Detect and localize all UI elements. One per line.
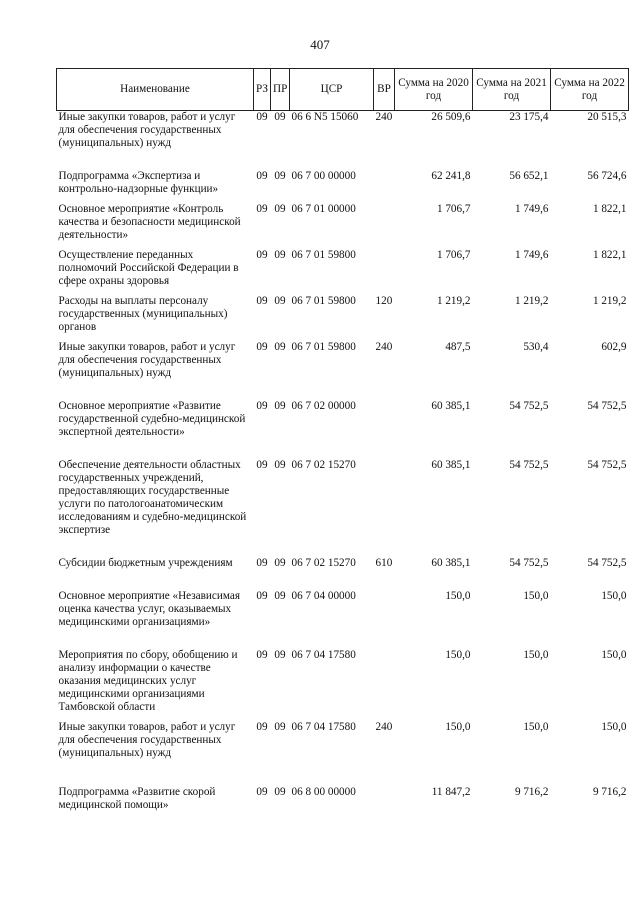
row-rz: 09 xyxy=(256,785,268,798)
row-pr: 09 xyxy=(274,785,286,798)
row-csr: 06 7 01 00000 xyxy=(291,202,356,215)
table-row xyxy=(57,203,629,249)
row-pr: 09 xyxy=(274,556,286,569)
table-row xyxy=(57,295,629,341)
row-rz: 09 xyxy=(256,399,268,412)
row-sum-2021: 150,0 xyxy=(523,648,549,661)
row-sum-2020: 60 385,1 xyxy=(431,399,471,412)
row-sum-2022: 150,0 xyxy=(601,648,627,661)
row-sum-2020: 11 847,2 xyxy=(431,785,471,798)
row-pr: 09 xyxy=(274,111,286,123)
table-row xyxy=(57,459,629,557)
row-sum-2022: 20 515,3 xyxy=(587,111,627,123)
row-vr xyxy=(374,170,395,203)
header-pr: ПР xyxy=(271,69,290,111)
row-vr xyxy=(374,203,395,249)
row-rz: 09 xyxy=(256,111,268,123)
row-csr: 06 7 00 00000 xyxy=(291,169,356,182)
row-pr: 09 xyxy=(274,648,286,661)
row-vr xyxy=(374,400,395,459)
budget-table xyxy=(56,68,629,819)
row-sum-2020: 150,0 xyxy=(445,589,471,602)
row-name: Мероприятия по сбору, обобщению и анализу информации о качестве оказания медицинских услуг медицинскими организациями Тамбовской области xyxy=(58,648,238,713)
row-rz: 09 xyxy=(256,202,268,215)
row-sum-2020: 60 385,1 xyxy=(431,458,471,471)
table-row xyxy=(57,557,629,590)
table-row xyxy=(57,786,629,819)
row-pr: 09 xyxy=(274,458,286,471)
table-row xyxy=(57,721,629,786)
row-pr: 09 xyxy=(274,169,286,182)
row-vr xyxy=(374,786,395,819)
header-sum-2022: Сумма на 2022 год xyxy=(551,69,629,111)
row-sum-2020: 26 509,6 xyxy=(431,111,471,123)
row-sum-2022: 602,9 xyxy=(601,340,627,353)
row-csr: 06 7 01 59800 xyxy=(291,340,356,353)
row-csr: 06 7 02 15270 xyxy=(291,458,356,471)
row-sum-2022: 150,0 xyxy=(601,589,627,602)
row-csr: 06 7 02 15270 xyxy=(291,556,356,569)
row-csr: 06 7 02 00000 xyxy=(291,399,356,412)
row-vr xyxy=(374,590,395,649)
row-vr: 610 xyxy=(375,556,393,569)
header-rz: РЗ xyxy=(254,69,271,111)
row-csr: 06 7 01 59800 xyxy=(291,248,356,261)
row-sum-2022: 54 752,5 xyxy=(587,399,627,412)
row-sum-2020: 1 706,7 xyxy=(436,248,471,261)
header-name: Наименование xyxy=(57,69,254,111)
row-rz: 09 xyxy=(256,294,268,307)
row-sum-2022: 54 752,5 xyxy=(587,556,627,569)
row-vr: 240 xyxy=(375,111,393,123)
row-vr xyxy=(374,649,395,721)
row-sum-2021: 1 219,2 xyxy=(514,294,549,307)
row-name: Осуществление переданных полномочий Российской Федерации в сфере охраны здоровья xyxy=(58,248,239,287)
row-name: Иные закупки товаров, работ и услуг для обеспечения государственных (муниципальных) нужд xyxy=(58,720,236,759)
row-name: Иные закупки товаров, работ и услуг для обеспечения государственных (муниципальных) нужд xyxy=(58,340,236,379)
row-pr: 09 xyxy=(274,248,286,261)
row-rz: 09 xyxy=(256,589,268,602)
row-sum-2021: 1 749,6 xyxy=(514,248,549,261)
row-pr: 09 xyxy=(274,399,286,412)
row-sum-2021: 530,4 xyxy=(523,340,549,353)
row-sum-2020: 60 385,1 xyxy=(431,556,471,569)
row-sum-2021: 1 749,6 xyxy=(514,202,549,215)
table-row xyxy=(57,341,629,400)
table-row xyxy=(57,590,629,649)
row-sum-2022: 150,0 xyxy=(601,720,627,733)
row-pr: 09 xyxy=(274,340,286,353)
row-sum-2022: 1 822,1 xyxy=(592,248,627,261)
row-rz: 09 xyxy=(256,169,268,182)
header-sum-2021: Сумма на 2021 год xyxy=(473,69,551,111)
row-rz: 09 xyxy=(256,248,268,261)
row-vr: 240 xyxy=(375,720,393,733)
header-sum-2020: Сумма на 2020 год xyxy=(395,69,473,111)
row-name: Основное мероприятие «Развитие государственной судебно-медицинской экспертной деятельности» xyxy=(58,399,246,438)
row-name: Субсидии бюджетным учреждениям xyxy=(58,556,233,569)
row-sum-2020: 150,0 xyxy=(445,648,471,661)
row-pr: 09 xyxy=(274,202,286,215)
row-pr: 09 xyxy=(274,589,286,602)
row-sum-2021: 9 716,2 xyxy=(514,785,549,798)
table-row xyxy=(57,170,629,203)
row-sum-2022: 1 822,1 xyxy=(592,202,627,215)
row-vr: 120 xyxy=(375,294,393,307)
row-vr xyxy=(374,459,395,557)
row-sum-2021: 54 752,5 xyxy=(509,458,549,471)
row-csr: 06 7 04 17580 xyxy=(291,648,356,661)
row-rz: 09 xyxy=(256,556,268,569)
row-sum-2021: 150,0 xyxy=(523,720,549,733)
row-rz: 09 xyxy=(256,720,268,733)
row-csr: 06 8 00 00000 xyxy=(291,785,356,798)
table-row xyxy=(57,649,629,721)
row-rz: 09 xyxy=(256,340,268,353)
row-name: Основное мероприятие «Независимая оценка качества услуг, оказываемых медицинскими организациями» xyxy=(58,589,240,628)
row-sum-2020: 1 219,2 xyxy=(436,294,471,307)
header-vr: ВР xyxy=(374,69,395,111)
header-csr: ЦСР xyxy=(290,69,374,111)
table-row xyxy=(57,249,629,295)
row-sum-2020: 62 241,8 xyxy=(431,169,471,182)
table-row xyxy=(57,111,629,170)
row-pr: 09 xyxy=(274,294,286,307)
row-sum-2021: 56 652,1 xyxy=(509,169,549,182)
row-csr: 06 7 04 00000 xyxy=(291,589,356,602)
row-sum-2021: 150,0 xyxy=(523,589,549,602)
row-vr xyxy=(374,249,395,295)
page-number: 407 xyxy=(310,37,330,52)
row-name: Подпрограмма «Экспертиза и контрольно-надзорные функции» xyxy=(58,169,219,195)
row-name: Иные закупки товаров, работ и услуг для обеспечения государственных (муниципальных) нужд xyxy=(58,111,236,149)
row-csr: 06 7 04 17580 xyxy=(291,720,356,733)
row-rz: 09 xyxy=(256,648,268,661)
row-sum-2020: 487,5 xyxy=(445,340,471,353)
row-sum-2022: 1 219,2 xyxy=(592,294,627,307)
row-sum-2021: 23 175,4 xyxy=(509,111,549,123)
row-sum-2022: 9 716,2 xyxy=(592,785,627,798)
row-csr: 06 6 N5 15060 xyxy=(291,111,359,123)
row-name: Обеспечение деятельности областных государственных учреждений, предоставляющих государственные услуги по патологоанатомическим исследованиям и судебно-медицинской экспертизе xyxy=(58,458,247,536)
table-header-row xyxy=(57,69,629,111)
row-sum-2022: 56 724,6 xyxy=(587,169,627,182)
row-pr: 09 xyxy=(274,720,286,733)
table-row xyxy=(57,400,629,459)
row-name: Расходы на выплаты персоналу государственных (муниципальных) органов xyxy=(58,294,228,333)
row-rz: 09 xyxy=(256,458,268,471)
row-vr: 240 xyxy=(375,340,393,353)
row-sum-2021: 54 752,5 xyxy=(509,399,549,412)
row-sum-2020: 150,0 xyxy=(445,720,471,733)
row-name: Основное мероприятие «Контроль качества и безопасности медицинской деятельности» xyxy=(58,202,241,241)
row-name: Подпрограмма «Развитие скорой медицинской помощи» xyxy=(58,785,216,811)
row-sum-2021: 54 752,5 xyxy=(509,556,549,569)
row-sum-2020: 1 706,7 xyxy=(436,202,471,215)
row-sum-2022: 54 752,5 xyxy=(587,458,627,471)
row-csr: 06 7 01 59800 xyxy=(291,294,356,307)
